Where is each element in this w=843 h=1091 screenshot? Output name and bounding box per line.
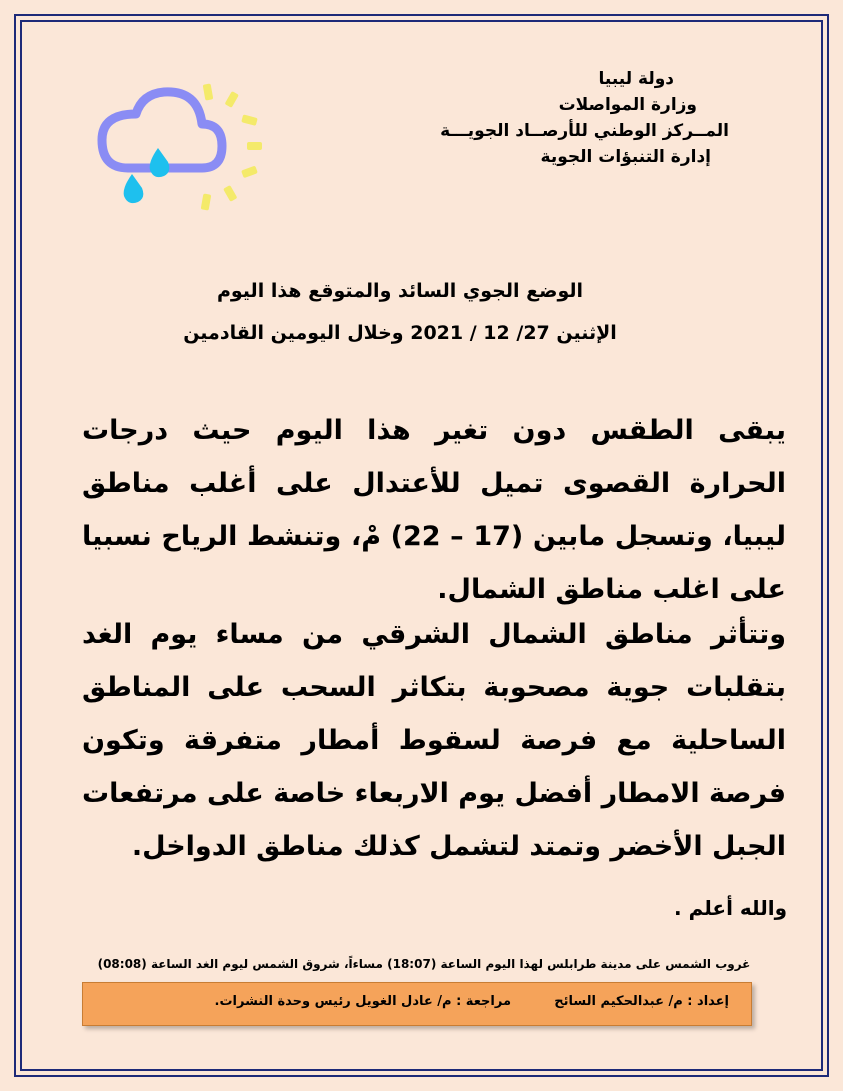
forecast-paragraph: يبقى الطقس دون تغير هذا اليوم حيث درجات الحرارة القصوى تميل للأعتدال على أغلب مناطق ليبيا، وتسجل مابين (17 – 22) مْ، وتنشط الرياح نسبيا على اغلب مناطق الشمال. [82,415,786,605]
sunset-sunrise-line: غروب الشمس على مدينة طرابلس لهذا اليوم الساعة (18:07) مساءاً، شروق الشمس ليوم الغد الساعة (08:08) [97,957,751,971]
reviewed-by: مراجعة : م/ عادل الغويل رئيس وحدة النشرات. [214,994,511,1009]
report-date: الإثنين 27/ 12 / 2021 وخلال اليومين القادمين [183,322,617,344]
org-department: إدارة التنبؤات الجوية [540,147,711,167]
forecast-paragraph: وتتأثر مناطق الشمال الشرقي من مساء يوم الغد بتقلبات جوية مصحوبة بتكاثر السحب على المناطق الساحلية مع فرصة لسقوط أمطار متفرقة وتكون فرصة الامطار أفضل يوم الاربعاء خاصة على مرتفعات الجبل الأخضر وتمتد لتشمل كذلك مناطق الدواخل. [82,619,786,862]
org-country: دولة ليبيا [598,69,674,89]
org-ministry: وزارة المواصلات [558,95,697,115]
prepared-by: إعداد : م/ عبدالحكيم السائح [554,994,729,1009]
org-center: المــركز الوطني للأرصــاد الجويـــة [440,121,729,141]
cloud-rain-sun-icon [92,82,272,222]
organization-header [369,66,729,170]
report-title: الوضع الجوي السائد والمتوقع هذا اليوم [216,280,584,302]
credits-box [82,982,752,1026]
closing-phrase: والله أعلم . [674,896,787,920]
